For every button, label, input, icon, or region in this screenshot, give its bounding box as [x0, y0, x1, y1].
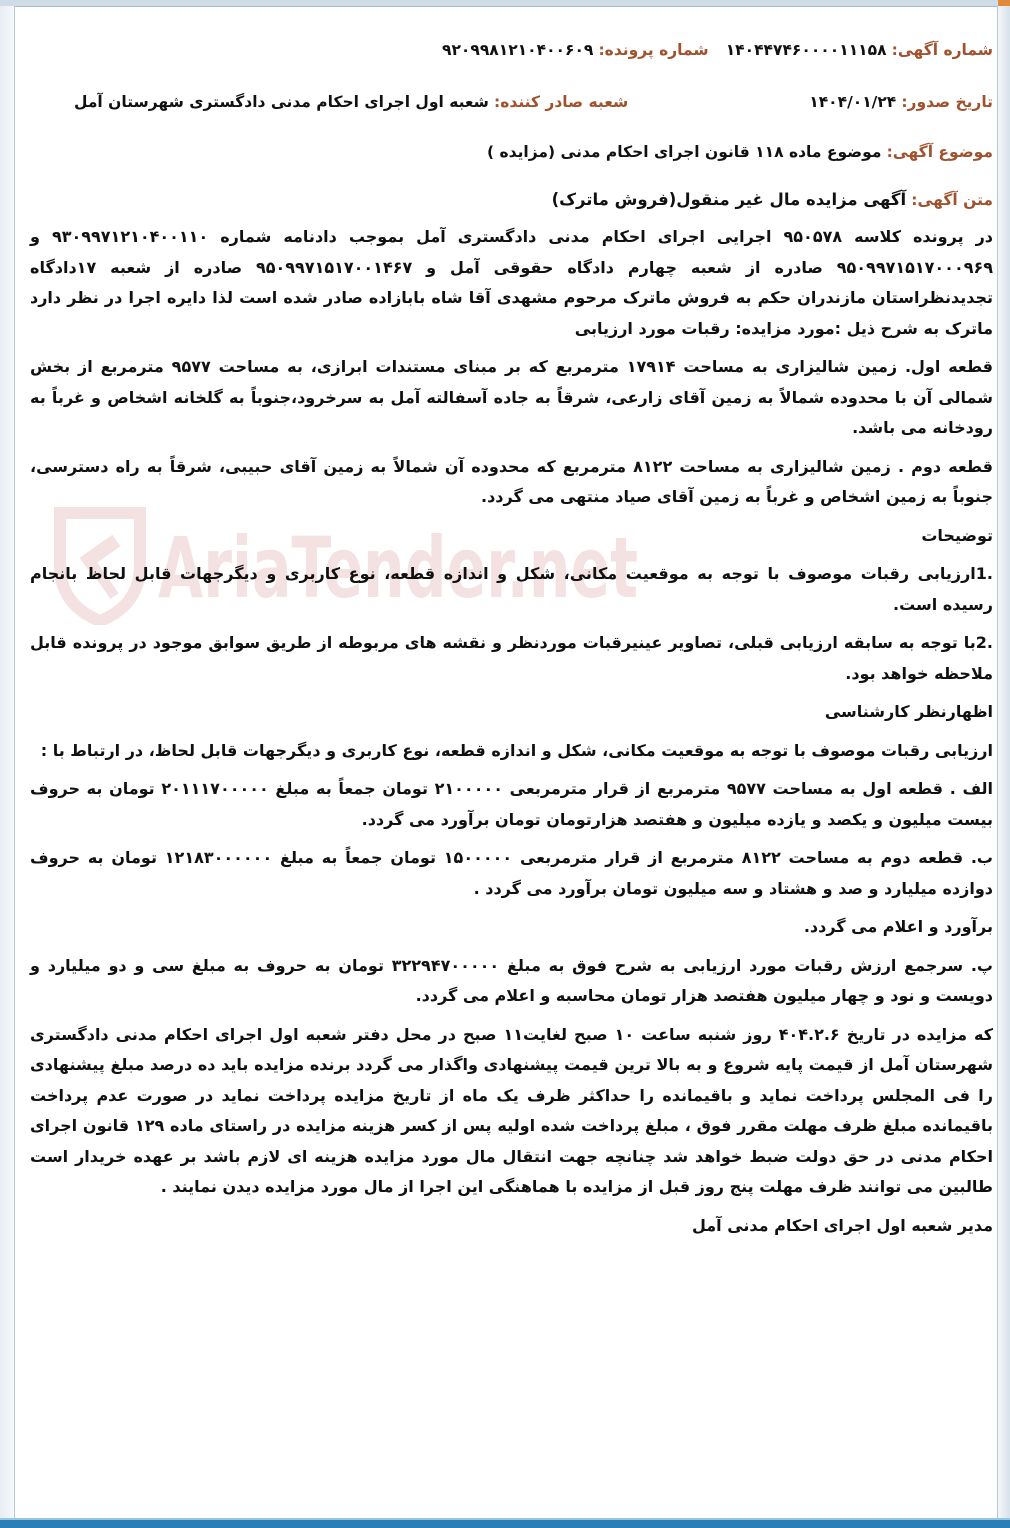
issue-date-value: ۱۴۰۴/۰۱/۲۴ — [809, 93, 897, 111]
notice-text-title: آگهی مزایده مال غیر منقول(فروش ماترک) — [551, 190, 907, 209]
case-number-value: ۹۲۰۹۹۸۱۲۱۰۴۰۰۶۰۹ — [442, 41, 594, 59]
case-number-label: شماره پرونده: — [598, 41, 709, 59]
notice-text-title-field — [30, 186, 993, 214]
paragraph-estimate: برآورد و اعلام می گردد. — [803, 917, 993, 936]
notice-number-value: ۱۴۰۴۴۷۴۶۰۰۰۰۱۱۱۵۸ — [725, 41, 887, 59]
window-right-border — [997, 6, 1010, 1520]
paragraph-auction: که مزایده در تاریخ ۴۰۴.۲.۶ روز شنبه ساعت ۱۰ صبح لغایت۱۱ صبح در محل دفتر شعبه اول اجرای احکام مدنی دادگستری شهرستان آمل از قیمت پایه شروع و به بالا ترین قیمت پیشنهادی واگذار می گردد برنده مزایده باید ده درصد مبلغ پیشنهادی را فی المجلس پرداخت نماید و باقیمانده را حداکثر ظرف یک ماه از تاریخ مزایده پرداخت نماید در صورت عدم پرداخت باقیمانده مبلغ ظرف مهلت مقرر فوق ، مبلغ پرداخت شده اولیه پس از کسر هزینه مزایده در راستای ماده ۱۲۹ قانون اجرای احکام مدنی در حق دولت ضبط خواهد شد چنانچه جهت انتقال مال مورد مزایده هزینه ای لازم باشد بر عهده خریدار است طالبین می توانند ظرف مهلت پنج روز قبل از مزایده با هماهنگی این اجرا از مال مورد مزایده دیدن نمایند . — [30, 1024, 994, 1196]
notes-heading: توضیحات — [921, 525, 993, 545]
paragraph-note-2: .2با توجه به سابقه ارزیابی قبلی، تصاویر عینیرقبات موردنظر و نقشه های مربوطه از طریق سوابق موجود در پرونده قابل ملاحظه خواهد بود. — [30, 633, 993, 683]
notice-text-label: متن آگهی: — [911, 191, 993, 209]
issue-date-field — [809, 88, 993, 116]
window-left-border — [0, 6, 15, 1520]
paragraph-plot-1: قطعه اول. زمین شالیزاری به مساحت ۱۷۹۱۴ مترمربع که بر مبنای مستندات ابرازی، به مساحت ۹۵۷۷ مترمربع از بخش شمالی آن با محدوده شمالاً به زمین آقای زارعی، شرقاً به جاده آسفالته آمل به سرخرود،جنوباً به گلخانه اشخاص و غرباً به رودخانه می باشد. — [30, 357, 993, 437]
notice-content — [30, 36, 993, 1241]
issuer-label: شعبه صادر کننده: — [494, 93, 629, 111]
notice-number-label: شماره آگهی: — [891, 41, 993, 59]
meta-row-1 — [30, 36, 993, 64]
issuer-value: شعبه اول اجرای احکام مدنی دادگستری شهرستان آمل — [74, 93, 489, 111]
expert-heading: اظهارنظر کارشناسی — [824, 702, 993, 721]
subject-field — [30, 138, 993, 166]
paragraph-note-1: .1ارزیابی رقبات موصوف با توجه به موقعیت مکانی، شکل و اندازه قطعه، نوع کاربری و دیگرجهات قابل لحاظ بانجام رسیده است. — [30, 564, 993, 614]
paragraph-alef: الف . قطعه اول به مساحت ۹۵۷۷ مترمربع از قرار مترمربعی ۲۱۰۰۰۰۰ تومان جمعاً به مبلغ ۲۰۱۱۱۷۰۰۰۰۰ تومان به حروف بیست میلیون و یکصد و یازده میلیون و هفتصد هزارتومان تومان برآورد می گردد. — [30, 779, 993, 829]
paragraph-expert: ارزیابی رقبات موصوف با توجه به موقعیت مکانی، شکل و اندازه قطعه، نوع کاربری و دیگرجهات قابل لحاظ، در ارتباط با : — [40, 740, 993, 760]
window-bottom-bar — [0, 1518, 1010, 1528]
issuer-field — [74, 88, 628, 116]
subject-label: موضوع آگهی: — [886, 143, 993, 161]
window-top-border — [0, 0, 1010, 7]
signature-line: مدیر شعبه اول اجرای احکام مدنی آمل — [691, 1215, 993, 1235]
paragraph-pe: پ. سرجمع ارزش رقبات مورد ارزیابی به شرح فوق به مبلغ ۳۲۲۹۴۷۰۰۰۰۰ تومان به حروف به مبلغ سی و دو میلیارد و دویست و نود و چهار میلیون هفتصد هزار تومان محاسبه و اعلام می گردد. — [30, 955, 994, 1005]
notice-number-field — [726, 36, 993, 64]
paragraph-plot-2: قطعه دوم . زمین شالیزاری به مساحت ۸۱۲۲ مترمربع که محدوده آن شمالاً به زمین آقای حبیبی، شرقاً به راه دسترسی، جنوباً به زمین اشخاص و غرباً به زمین آقای صیاد منتهی می گردد. — [30, 456, 993, 506]
paragraph-intro: در پرونده کلاسه ۹۵۰۵۷۸ اجرایی اجرای احکام مدنی دادگستری آمل بموجب دادنامه شماره ۹۳۰۹۹۷۱۲۱۰۴۰۰۱۱۰ و ۹۵۰۹۹۷۱۵۱۷۰۰۰۹۶۹ صادره از شعبه چهارم دادگاه حقوقی آمل و ۹۵۰۹۹۷۱۵۱۷۰۰۱۴۶۷ صادره از شعبه ۱۷دادگاه تجدیدنظراستان مازندران حکم به فروش ماترک مرحوم مشهدی آقا شاه بابازاده صادر شده است لذا دایره اجرا در نظر دارد ماترک به شرح ذیل :مورد مزایده: رقبات مورد ارزیابی — [30, 227, 994, 338]
subject-value: موضوع ماده ۱۱۸ قانون اجرای احکام مدنی (مزایده ) — [487, 143, 882, 161]
watermark-text: AriaTender.net — [158, 519, 638, 617]
paragraph-be: ب. قطعه دوم به مساحت ۸۱۲۲ مترمربع از قرار مترمربعی ۱۵۰۰۰۰۰ تومان جمعاً به مبلغ ۱۲۱۸۳۰۰۰۰۰۰ تومان به حروف دوازده میلیارد و صد و هشتاد و سه میلیون تومان برآورد می گردد . — [30, 848, 994, 898]
case-number-field — [442, 36, 709, 64]
meta-row-2 — [30, 88, 993, 116]
issue-date-label: تاریخ صدور: — [901, 93, 993, 111]
